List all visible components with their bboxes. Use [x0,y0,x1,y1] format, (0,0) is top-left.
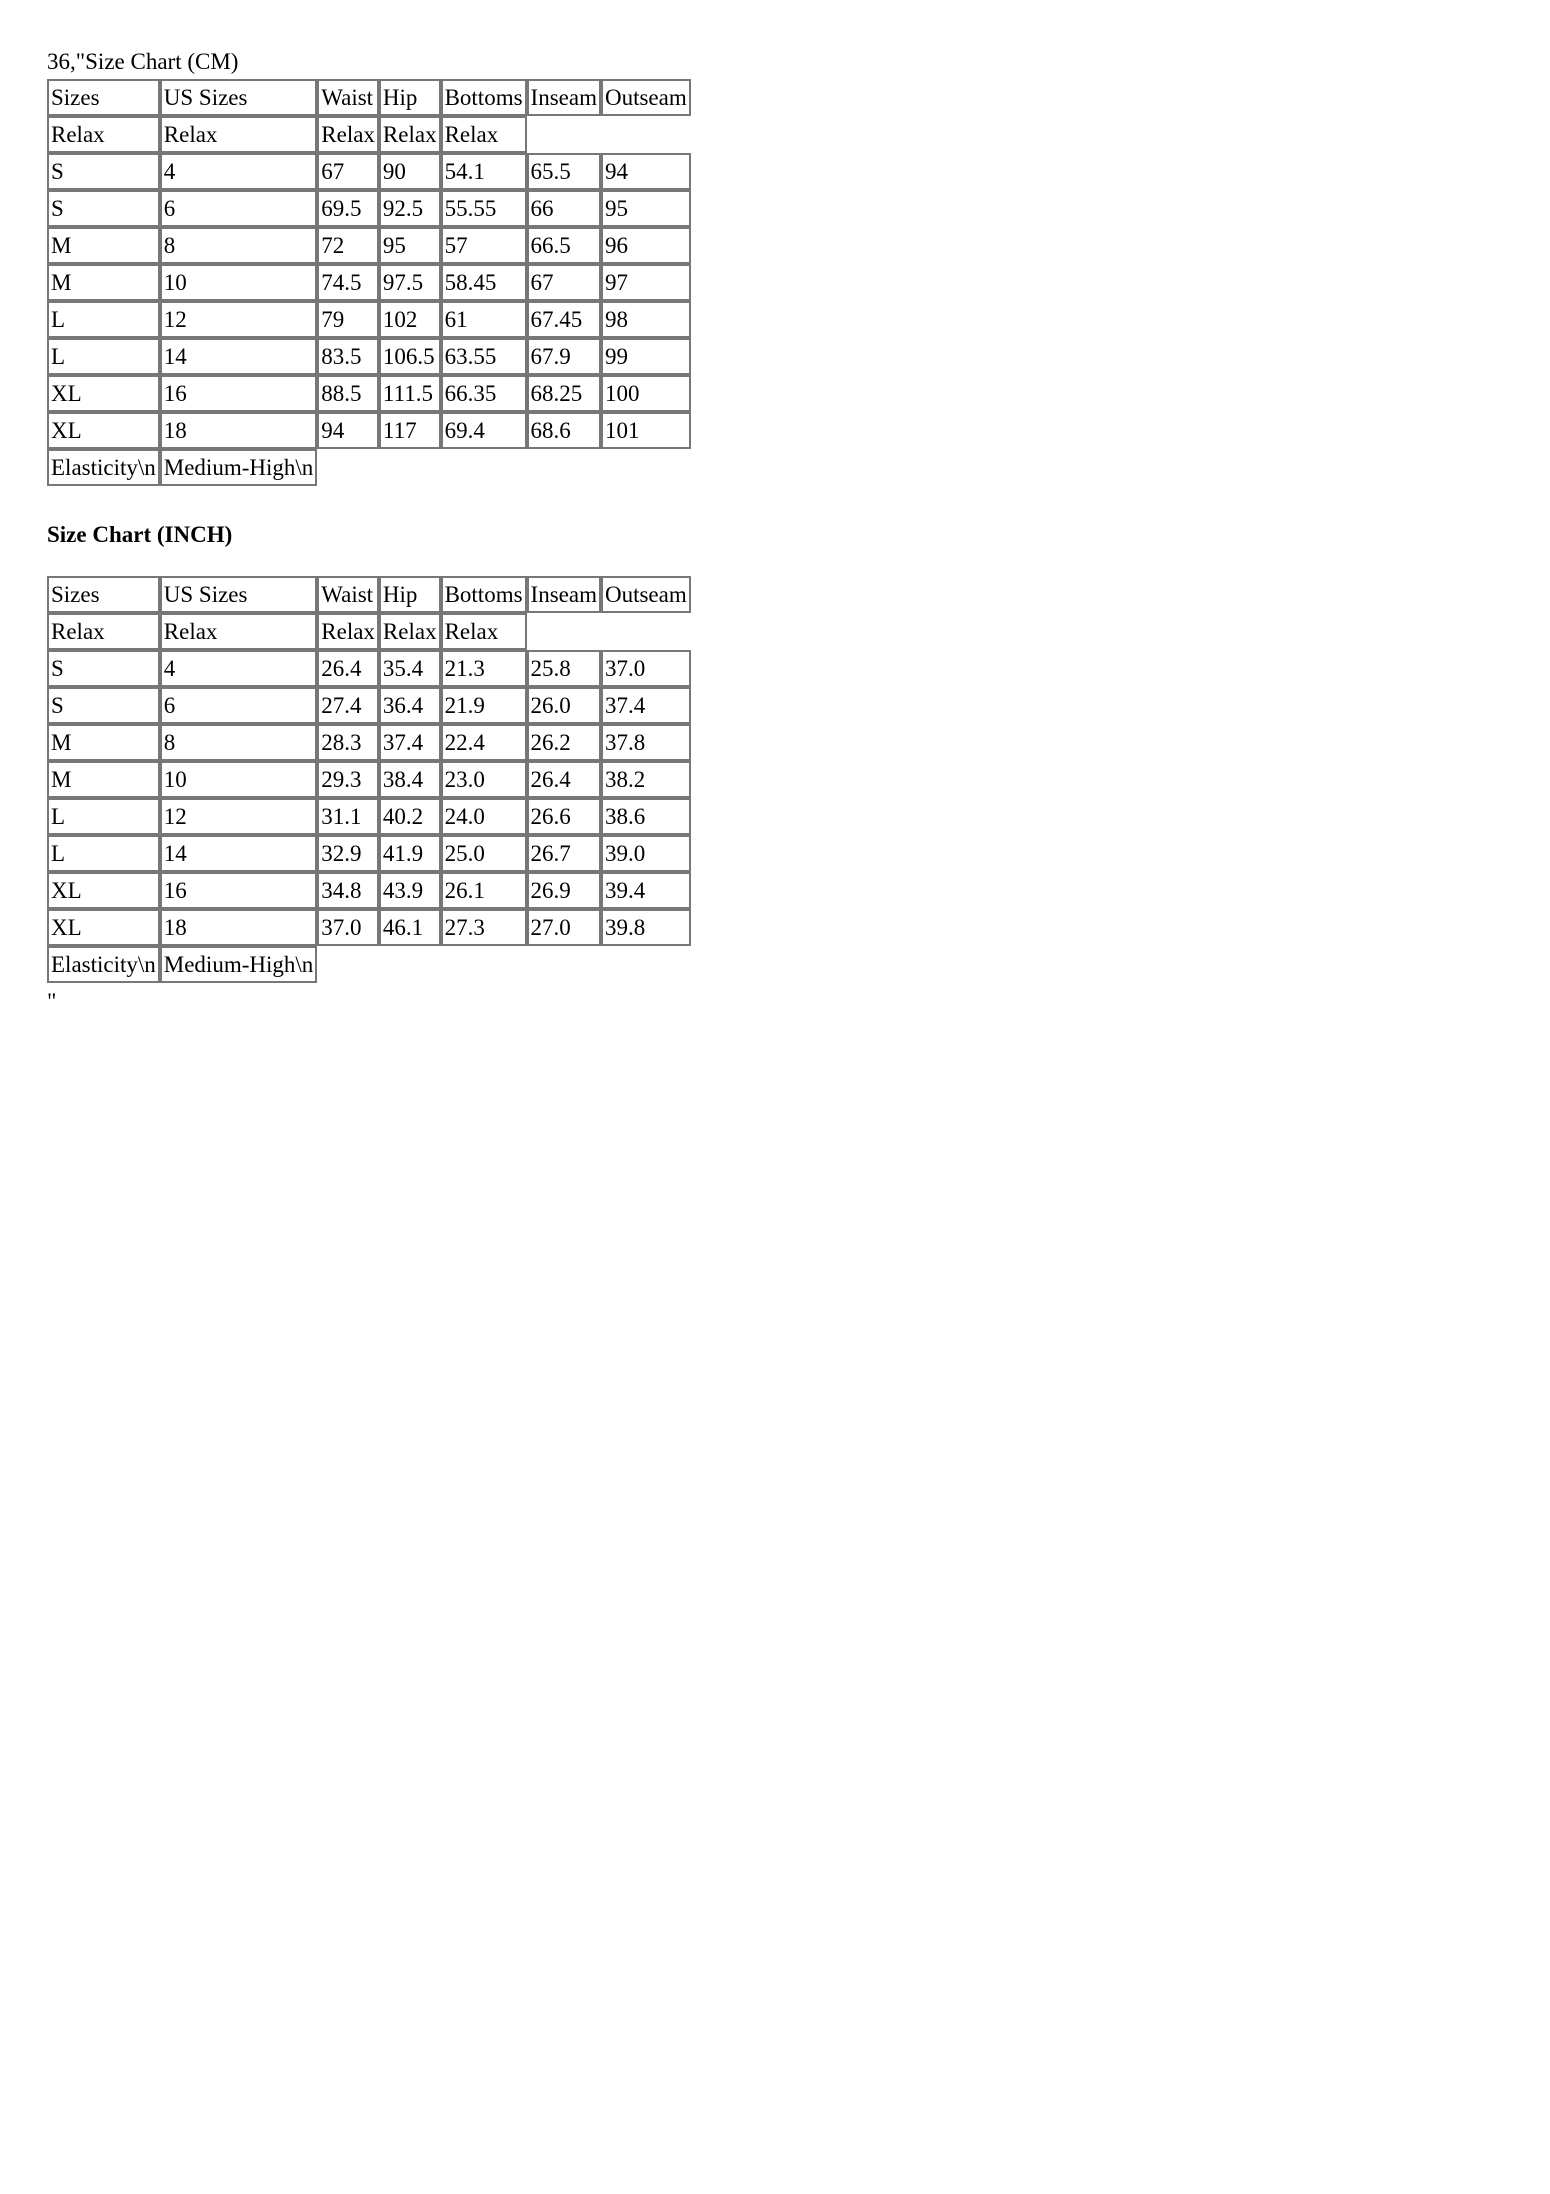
elasticity-row [47,449,691,486]
table-cell: 27.4 [317,687,379,724]
table-cell: 38.4 [379,761,441,798]
table-cell: 26.4 [527,761,601,798]
table-cell: 39.0 [601,835,691,872]
table-cell: 90 [379,153,441,190]
table-cell: 26.7 [527,835,601,872]
table-cell: 97 [601,264,691,301]
table-cell: 67 [527,264,601,301]
header-cell: Bottoms [441,576,527,613]
table-cell: 22.4 [441,724,527,761]
relax-cell: Relax [317,116,379,153]
table-cell: M [47,227,160,264]
table-cell: 117 [379,412,441,449]
table-cell: 65.5 [527,153,601,190]
table-row [47,153,691,190]
table-cell: 8 [160,227,318,264]
table-row [47,375,691,412]
table-cell: 69.5 [317,190,379,227]
table-cell: 72 [317,227,379,264]
table-cell: 37.4 [601,687,691,724]
table-cell: 27.3 [441,909,527,946]
table-cell: 67.9 [527,338,601,375]
table-cell: 28.3 [317,724,379,761]
header-row [47,79,691,116]
table-cell: XL [47,872,160,909]
table-cell: 32.9 [317,835,379,872]
table-cell: 21.3 [441,650,527,687]
table-row [47,798,691,835]
table-cell: 38.6 [601,798,691,835]
elasticity-cell: Elasticity\n [47,946,160,983]
table-cell: 58.45 [441,264,527,301]
table-cell: 18 [160,412,318,449]
empty-cell [527,116,691,153]
table-cell: 21.9 [441,687,527,724]
table-cell: 25.8 [527,650,601,687]
header-cell: Sizes [47,79,160,116]
table-cell: L [47,338,160,375]
closing-quote: " [47,989,57,1014]
table-cell: 92.5 [379,190,441,227]
table-cell: 26.4 [317,650,379,687]
relax-cell: Relax [441,613,527,650]
relax-row [47,613,691,650]
table-cell: 63.55 [441,338,527,375]
table-cell: XL [47,909,160,946]
table-cell: 35.4 [379,650,441,687]
header-cell: US Sizes [160,576,318,613]
table-cell: 69.4 [441,412,527,449]
header-cell: US Sizes [160,79,318,116]
table-cell: L [47,301,160,338]
table-cell: 46.1 [379,909,441,946]
table-row [47,650,691,687]
table-cell: 94 [317,412,379,449]
header-cell: Sizes [47,576,160,613]
table-cell: 66 [527,190,601,227]
table-cell: 111.5 [379,375,441,412]
table-row [47,227,691,264]
table-cell: M [47,724,160,761]
header-cell: Inseam [527,576,601,613]
table-cell: 4 [160,153,318,190]
relax-row [47,116,691,153]
table-cell: 67.45 [527,301,601,338]
table-cell: 99 [601,338,691,375]
table-row [47,835,691,872]
table-cell: 16 [160,375,318,412]
table-cell: 31.1 [317,798,379,835]
empty-cell [317,449,690,486]
table-cell: 26.2 [527,724,601,761]
table-cell: 79 [317,301,379,338]
table-cell: 96 [601,227,691,264]
elasticity-cell: Medium-High\n [160,449,318,486]
size-chart-document [47,48,687,1014]
table-cell: S [47,650,160,687]
table-cell: 10 [160,264,318,301]
table-row [47,338,691,375]
table-cell: 6 [160,687,318,724]
empty-cell [527,613,691,650]
table-cell: 88.5 [317,375,379,412]
cm-size-table [47,79,691,486]
table-cell: S [47,687,160,724]
table-cell: 29.3 [317,761,379,798]
relax-cell: Relax [47,116,160,153]
table-cell: 57 [441,227,527,264]
table-row [47,761,691,798]
table-cell: 26.1 [441,872,527,909]
table-cell: 23.0 [441,761,527,798]
table-cell: S [47,190,160,227]
relax-cell: Relax [47,613,160,650]
table-row [47,264,691,301]
table-cell: 8 [160,724,318,761]
table-cell: 39.8 [601,909,691,946]
table-cell: 102 [379,301,441,338]
table-cell: 36.4 [379,687,441,724]
header-cell: Hip [379,79,441,116]
table-cell: 12 [160,798,318,835]
table-cell: 97.5 [379,264,441,301]
table-cell: 106.5 [379,338,441,375]
table-cell: 37.8 [601,724,691,761]
table-cell: 66.5 [527,227,601,264]
table-cell: 100 [601,375,691,412]
table-cell: 34.8 [317,872,379,909]
table-cell: 98 [601,301,691,338]
table-cell: 95 [379,227,441,264]
table-cell: 27.0 [527,909,601,946]
header-cell: Outseam [601,576,691,613]
table-cell: 38.2 [601,761,691,798]
table-cell: 55.55 [441,190,527,227]
table-cell: 26.6 [527,798,601,835]
table-cell: 68.6 [527,412,601,449]
header-cell: Outseam [601,79,691,116]
table-cell: 4 [160,650,318,687]
relax-cell: Relax [317,613,379,650]
table-cell: 43.9 [379,872,441,909]
table-cell: 83.5 [317,338,379,375]
relax-cell: Relax [160,613,318,650]
table-row [47,724,691,761]
relax-cell: Relax [379,613,441,650]
relax-cell: Relax [379,116,441,153]
table-cell: 39.4 [601,872,691,909]
elasticity-cell: Elasticity\n [47,449,160,486]
table-cell: 26.0 [527,687,601,724]
table-cell: XL [47,375,160,412]
header-row [47,576,691,613]
empty-cell [317,946,690,983]
table-cell: 95 [601,190,691,227]
table-cell: 37.0 [601,650,691,687]
table-row [47,412,691,449]
table-row [47,301,691,338]
relax-cell: Relax [441,116,527,153]
table-cell: 41.9 [379,835,441,872]
header-cell: Waist [317,79,379,116]
table-cell: M [47,761,160,798]
table-cell: 94 [601,153,691,190]
table-cell: 54.1 [441,153,527,190]
table-cell: 37.0 [317,909,379,946]
relax-cell: Relax [160,116,318,153]
table-cell: XL [47,412,160,449]
table-cell: 6 [160,190,318,227]
header-cell: Waist [317,576,379,613]
table-row [47,909,691,946]
table-cell: 14 [160,338,318,375]
table-cell: 37.4 [379,724,441,761]
table-cell: 40.2 [379,798,441,835]
table-cell: 10 [160,761,318,798]
table-cell: 26.9 [527,872,601,909]
table-cell: 101 [601,412,691,449]
cm-chart-heading: 36,"Size Chart (CM) [47,49,239,74]
table-row [47,872,691,909]
inch-size-table [47,576,691,983]
elasticity-cell: Medium-High\n [160,946,318,983]
table-row [47,687,691,724]
table-cell: S [47,153,160,190]
table-cell: 14 [160,835,318,872]
header-cell: Inseam [527,79,601,116]
elasticity-row [47,946,691,983]
table-cell: M [47,264,160,301]
table-cell: 25.0 [441,835,527,872]
table-cell: 68.25 [527,375,601,412]
table-cell: 18 [160,909,318,946]
table-cell: L [47,798,160,835]
table-cell: L [47,835,160,872]
table-cell: 66.35 [441,375,527,412]
inch-chart-heading: Size Chart (INCH) [47,522,233,547]
table-cell: 24.0 [441,798,527,835]
table-cell: 12 [160,301,318,338]
header-cell: Bottoms [441,79,527,116]
header-cell: Hip [379,576,441,613]
table-cell: 61 [441,301,527,338]
table-cell: 74.5 [317,264,379,301]
table-cell: 67 [317,153,379,190]
table-cell: 16 [160,872,318,909]
table-row [47,190,691,227]
